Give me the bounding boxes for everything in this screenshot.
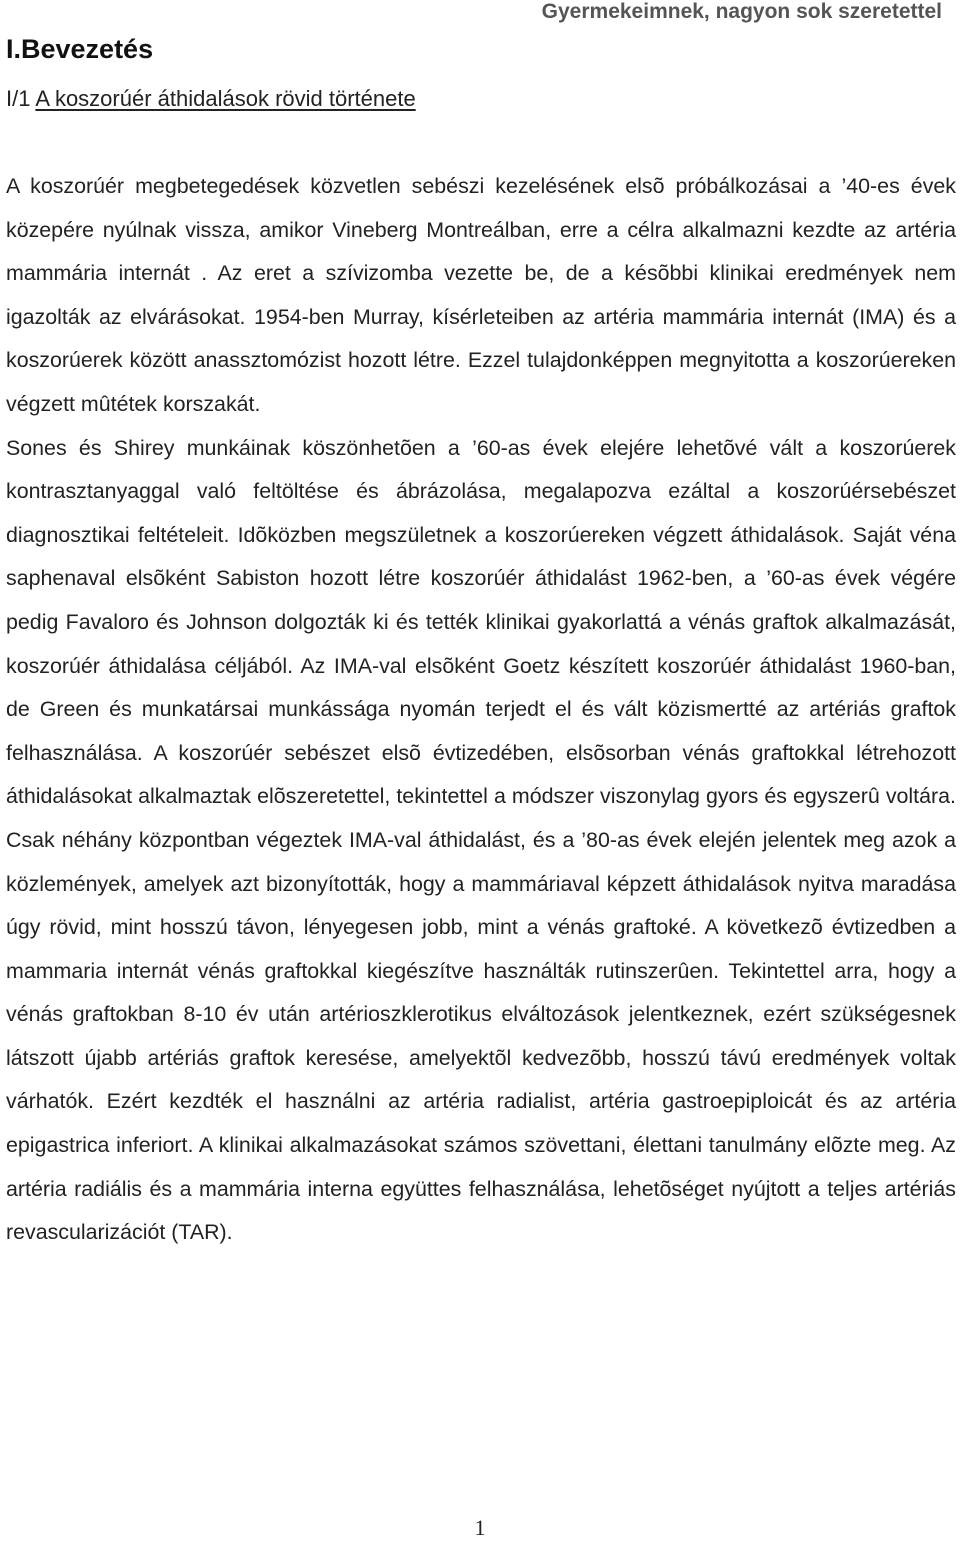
section-title: A koszorúér áthidalások rövid története	[35, 86, 416, 111]
paragraph-sones-shirey: Sones és Shirey munkáinak köszönhetõen a ’60-as évek elejére lehetõvé vált a koszorúerek kontrasztanyaggal való feltöltése és ábrázolása, megalapozva ezáltal a koszorúérsebészet diagnosztikai feltételeit. Idõközben megszületnek a koszorúereken végzett áthidalások. Saját véna saphenaval elsõként Sabiston hozott létre koszorúér áthidalást 1962-ben, a ’60-as évek végére pedig Favaloro és Johnson dolgozták ki és tették klinikai gyakorlattá a vénás graftok alkalmazását, koszorúér áthidalása céljából. Az IMA-val elsõként Goetz készített koszorúér áthidalást 1960-ban, de Green és munkatársai munkássága nyomán terjedt el és vált közismertté az artériás graftok felhasználása. A koszorúér sebészet elsõ évtizedében, elsõsorban vénás graftokkal létrehozott áthidalásokat alkalmaztak elõszeretettel, tekintettel a módszer viszonylag gyors és egyszerû voltára. Csak néhány központban végeztek IMA-val áthidalást, és a ’80-as évek elején jelentek meg azok a közlemények, amelyek azt bizonyították, hogy a mammáriaval képzett áthidalások nyitva maradása úgy rövid, mint hosszú távon, lényegesen jobb, mint a vénás graftoké. A következõ évtizedben a mammaria internát vénás graftokkal kiegészítve használták rutinszerûen. Tekintettel arra, hogy a vénás graftokban 8-10 év után artérioszklerotikus elváltozások jelentkeznek, ezért szükségesnek látszott újabb artériás graftok keresése, amelyektõl kedvezõbb, hosszú távú eredmények voltak várhatók. Ezért kezdték el használni az artéria radialist, artéria gastroepiploicát és az artéria epigastrica inferiort. A klinikai alkalmazásokat számos szövettani, élettani tanulmány elõzte meg. Az artéria radiális és a mammária interna együttes felhasználása, lehetõséget nyújtott a teljes artériás revascularizációt (TAR).	[6, 435, 956, 1245]
body-text	[6, 165, 956, 1255]
dedication: Gyermekeimnek, nagyon sok szeretettel	[541, 0, 942, 23]
section-heading	[6, 86, 416, 112]
page-number: 1	[474, 1515, 486, 1540]
section-number: I/1	[6, 86, 31, 111]
paragraph-vineberg: A koszorúér megbetegedések közvetlen sebészi kezelésének elsõ próbálkozásai a ’40-es évek közepére nyúlnak vissza, amikor Vineberg Montreálban, erre a célra alkalmazni kezdte az artéria mammária internát . Az eret a szívizomba vezette be, de a késõbbi klinikai eredmények nem igazolták az elvárásokat. 1954-ben Murray, kísérleteiben az artéria mammária internát (IMA) és a koszorúerek között anassztomózist hozott létre. Ezzel tulajdonképpen megnyitotta a koszorúereken végzett mûtétek korszakát.	[6, 174, 956, 416]
chapter-title: I.Bevezetés	[6, 34, 154, 64]
